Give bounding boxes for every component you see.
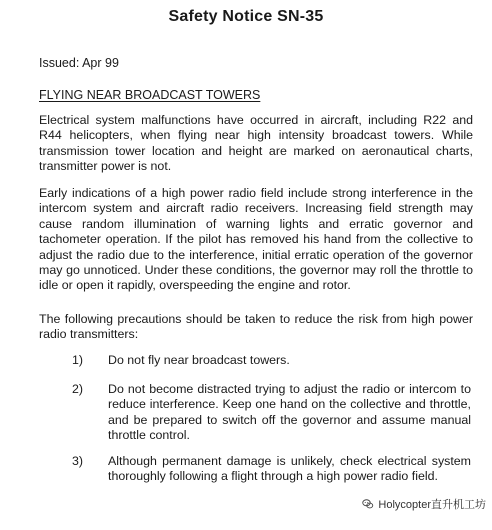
paragraph-early-indications: Early indications of a high power radio field include strong interference in the intercom system and aircraft radio receivers. Increasing field strength may cause random illumination of warning lights and erratic governor and tachometer operation. If the pilot has removed his hand from the collective to adjust the radio due to the interference, initial erratic operation of the governor may go unnoticed. Under these conditions, the governor may roll the throttle to idle or open it rapidly, overspeeding the engine and rotor.: [39, 186, 473, 293]
paragraph-precautions-intro: The following precautions should be taken to reduce the risk from high power radio transmitters:: [39, 312, 473, 342]
precaution-number: 2): [72, 382, 84, 396]
paragraph-malfunctions: Electrical system malfunctions have occurred in aircraft, including R22 and R44 helicopters, when flying near high intensity broadcast towers. While transmission tower location and height are marked on aeronautical charts, transmitter power is not.: [39, 113, 473, 174]
precaution-number: 3): [72, 454, 84, 468]
precaution-number: 1): [72, 353, 84, 367]
precaution-text: Do not become distracted trying to adjust the radio or intercom to reduce interference. Keep one hand on the collective and throttle, and be prepared to switch off the governor and assume manual throttle control.: [108, 382, 471, 443]
precaution-text: Do not fly near broadcast towers.: [108, 353, 290, 367]
issued-date: Issued: Apr 99: [39, 56, 119, 70]
precaution-text: Although permanent damage is unlikely, check electrical system thoroughly following a flight through a high power radio field.: [108, 454, 471, 484]
section-heading: FLYING NEAR BROADCAST TOWERS: [39, 88, 261, 102]
wechat-icon: [362, 498, 374, 510]
watermark: [362, 496, 486, 512]
watermark-text: Holycopter直升机工坊: [378, 499, 486, 511]
notice-title: Safety Notice SN-35: [168, 8, 324, 25]
